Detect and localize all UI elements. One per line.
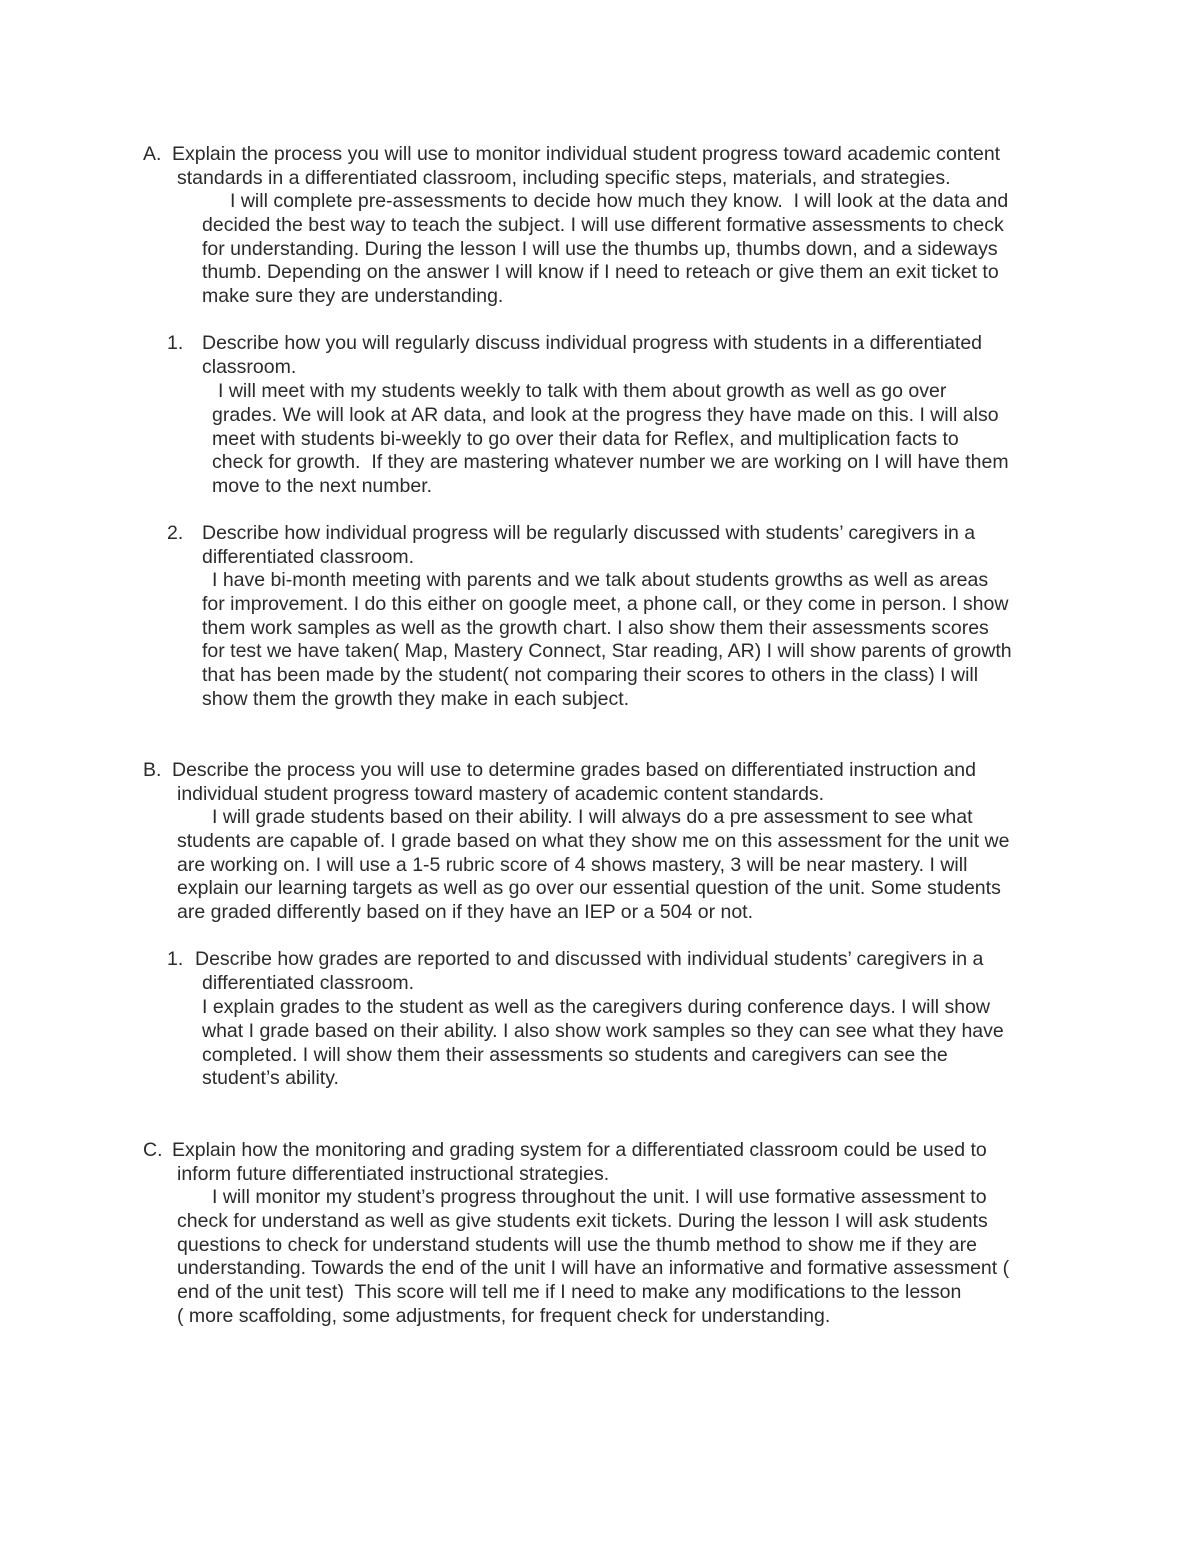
section-b-1-answer [202,996,1082,1091]
answer-line: I will grade students based on their ability. I will always do a pre assessment to see what [212,806,973,828]
answer-line: decided the best way to teach the subject. I will use different formative assessments to check [202,213,1004,236]
answer-line: completed. I will show them their assessments so students and caregivers can see the [202,1043,948,1066]
section-c-marker: C. [143,1139,163,1161]
section-a-1-answer [212,380,1082,499]
prompt-line: individual student progress toward mastery of academic content standards. [177,782,825,805]
section-b-answer [177,806,1077,925]
answer-line: make sure they are understanding. [202,285,504,308]
section-b-1-marker: 1. [167,948,184,970]
prompt-line: differentiated classroom. [202,971,415,994]
answer-line: for understanding. During the lesson I will use the thumbs up, thumbs down, and a sideways [202,237,998,260]
answer-line: questions to check for understand students will use the thumb method to show me if they are [177,1233,977,1256]
answer-line: students are capable of. I grade based on what they show me on this assessment for the unit we [177,829,1010,852]
answer-line: check for understand as well as give students exit tickets. During the lesson I will ask students [177,1209,988,1232]
answer-line: them work samples as well as the growth chart. I also show them their assessments scores [202,616,989,639]
section-a-marker: A. [143,143,162,165]
section-c-answer [177,1186,1077,1329]
section-a-prompt [172,143,1077,191]
section-a-answer [202,190,1082,309]
answer-line: ( more scaffolding, some adjustments, for frequent check for understanding. [177,1304,831,1327]
prompt-line: Describe how grades are reported to and discussed with individual students’ caregivers in a [195,948,984,970]
answer-line: meet with students bi-weekly to go over their data for Reflex, and multiplication facts to [212,427,959,450]
answer-line: what I grade based on their ability. I also show work samples so they can see what they have [202,1019,1004,1042]
section-b-marker: B. [143,759,162,781]
answer-line: student’s ability. [202,1067,339,1090]
prompt-line: Describe how individual progress will be regularly discussed with students’ caregivers in a [202,522,976,544]
prompt-line: Describe the process you will use to determine grades based on differentiated instruction and [172,759,976,781]
section-a-2-answer [202,569,1082,712]
prompt-line: classroom. [202,355,297,378]
answer-line: explain our learning targets as well as go over our essential question of the unit. Some students [177,877,1001,900]
answer-line: are working on. I will use a 1-5 rubric score of 4 shows mastery, 3 will be near mastery. I will [177,853,968,876]
answer-line: I will complete pre-assessments to decide how much they know. I will look at the data and [230,190,1009,212]
section-a-1-marker: 1. [167,332,184,354]
answer-line: show them the growth they make in each subject. [202,687,630,710]
section-a-2-prompt [202,522,1082,570]
prompt-line: Explain how the monitoring and grading system for a differentiated classroom could be used to [172,1139,987,1161]
answer-line: are graded differently based on if they have an IEP or a 504 or not. [177,901,754,924]
answer-line: thumb. Depending on the answer I will know if I need to reteach or give them an exit ticket to [202,261,999,284]
prompt-line: standards in a differentiated classroom, including specific steps, materials, and strategies. [177,166,951,189]
answer-line: I have bi-month meeting with parents and we talk about students growths as well as areas [212,569,989,591]
answer-line: move to the next number. [212,475,433,498]
answer-line: for test we have taken( Map, Mastery Connect, Star reading, AR) I will show parents of growth [202,640,1012,663]
prompt-line: inform future differentiated instructional strategies. [177,1162,610,1185]
answer-line: I explain grades to the student as well as the caregivers during conference days. I will show [202,996,991,1018]
answer-line: for improvement. I do this either on google meet, a phone call, or they come in person. I show [202,592,1009,615]
section-b-prompt [172,759,1077,807]
answer-line: end of the unit test) This score will tell me if I need to make any modifications to the lesson [177,1281,962,1304]
section-b-1-prompt [195,948,1082,996]
prompt-line: Describe how you will regularly discuss individual progress with students in a differentiated [202,332,983,354]
answer-line: check for growth. If they are mastering whatever number we are working on I will have them [212,451,1009,474]
answer-line: that has been made by the student( not comparing their scores to others in the class) I will [202,664,979,687]
answer-line: understanding. Towards the end of the unit I will have an informative and formative assessment ( [177,1257,1010,1280]
section-a-1-prompt [202,332,1082,380]
section-a-2-marker: 2. [167,522,184,544]
answer-line: I will meet with my students weekly to talk with them about growth as well as go over [218,380,947,402]
section-c-prompt [172,1139,1077,1187]
answer-line: I will monitor my student’s progress throughout the unit. I will use formative assessment to [212,1186,987,1208]
answer-line: grades. We will look at AR data, and look at the progress they have made on this. I will also [212,403,999,426]
prompt-line: differentiated classroom. [202,545,415,568]
prompt-line: Explain the process you will use to monitor individual student progress toward academic content [172,143,1001,165]
